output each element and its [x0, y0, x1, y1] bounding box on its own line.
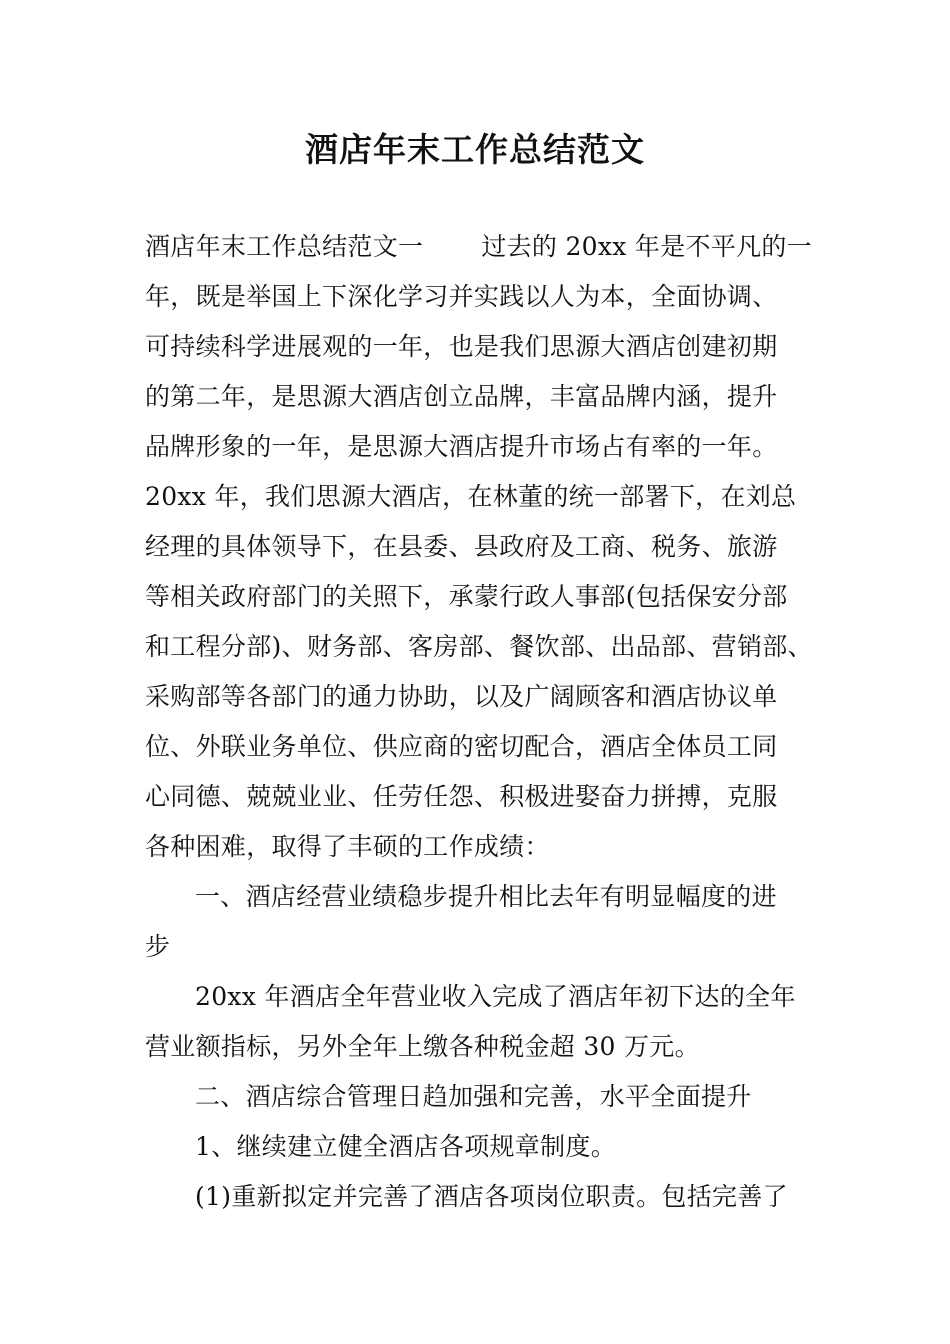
body-line-4: 的第二年，是思源大酒店创立品牌，丰富品牌内涵，提升 [145, 382, 778, 411]
body-text: 过去的 20xx 年是不平凡的一 [481, 232, 813, 261]
subheading-1: 1、继续建立健全酒店各项规章制度。 [195, 1132, 617, 1161]
body-line-2: 年，既是举国上下深化学习并实践以人为本，全面协调、 [145, 282, 778, 311]
body-line-8: 等相关政府部门的关照下，承蒙行政人事部(包括保安分部 [145, 582, 788, 611]
heading-2: 二、酒店综合管理日趋加强和完善，水平全面提升 [195, 1082, 752, 1111]
body-line-10: 采购部等各部门的通力协助，以及广阔顾客和酒店协议单 [145, 682, 778, 711]
heading-1-continued: 步 [145, 932, 171, 961]
section-heading-inline: 酒店年末工作总结范文一 [145, 232, 424, 261]
body-line-1 [145, 230, 812, 264]
body-line-12: 心同德、兢兢业业、任劳任怨、积极进娶奋力拼搏，克服 [145, 782, 778, 811]
body-line-11: 位、外联业务单位、供应商的密切配合，酒店全体员工同 [145, 732, 778, 761]
body-line-16: 20xx 年酒店全年营业收入完成了酒店年初下达的全年 [195, 982, 796, 1011]
body-line-5: 品牌形象的一年，是思源大酒店提升市场占有率的一年。 [145, 432, 778, 461]
body-line-3: 可持续科学进展观的一年，也是我们思源大酒店创建初期 [145, 332, 778, 361]
body-line-17: 营业额指标，另外全年上缴各种税金超 30 万元。 [145, 1032, 700, 1061]
body-line-7: 经理的具体领导下，在县委、县政府及工商、税务、旅游 [145, 532, 778, 561]
list-item-1: (1)重新拟定并完善了酒店各项岗位职责。包括完善了 [195, 1182, 788, 1211]
body-line-9: 和工程分部)、财务部、客房部、餐饮部、出品部、营销部、 [145, 632, 813, 661]
document-title: 酒店年末工作总结范文 [305, 130, 645, 169]
heading-1: 一、酒店经营业绩稳步提升相比去年有明显幅度的进 [195, 882, 777, 911]
body-line-13: 各种困难，取得了丰硕的工作成绩： [145, 832, 550, 861]
body-line-6: 20xx 年，我们思源大酒店，在林董的统一部署下，在刘总 [145, 482, 797, 511]
